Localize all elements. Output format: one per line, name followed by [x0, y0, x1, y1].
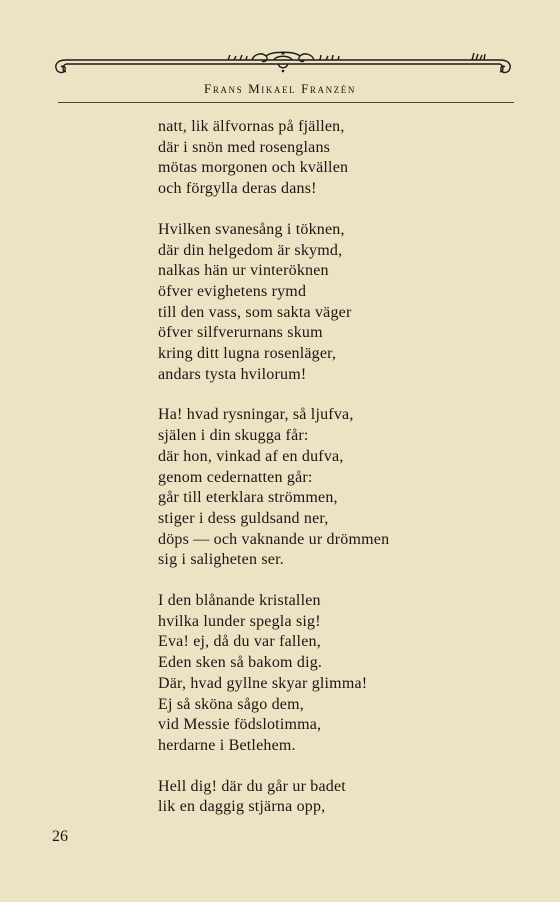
- poem-line: herdarne i Betlehem.: [158, 736, 296, 754]
- poem-line: stiger i dess guldsand ner,: [158, 509, 329, 527]
- poem-line: Ha! hvad rysningar, så ljufva,: [158, 406, 354, 424]
- poem-line: Eden sken så bakom dig.: [158, 654, 323, 672]
- poem-text: [158, 117, 458, 838]
- poem-line: mötas morgonen och kvällen: [158, 159, 349, 177]
- header-rule: [58, 102, 514, 103]
- stanza: [158, 591, 458, 757]
- poem-line: I den blånande kristallen: [158, 592, 321, 610]
- poem-line: där i snön med rosenglans: [158, 138, 331, 156]
- poem-line: Hell dig! där du går ur badet: [158, 777, 346, 795]
- poem-line: nalkas hän ur vinteröknen: [158, 262, 329, 280]
- poem-line: till den vass, som sakta väger: [158, 303, 352, 321]
- stanza: [158, 220, 458, 386]
- poem-line: vid Messie födslotimma,: [158, 716, 322, 734]
- poem-line: lik en daggig stjärna opp,: [158, 798, 326, 816]
- poem-line: där din helgedom är skymd,: [158, 241, 343, 259]
- poem-line: Hvilken svanesång i töknen,: [158, 220, 345, 238]
- stanza: [158, 405, 458, 571]
- poem-line: natt, lik älfvornas på fjällen,: [158, 118, 345, 135]
- poem-line: Ej så sköna sågo dem,: [158, 695, 304, 713]
- poem-line: och förgylla deras dans!: [158, 180, 317, 198]
- poem-line: sig i saligheten ser.: [158, 551, 284, 569]
- poem-line: Eva! ej, då du var fallen,: [158, 633, 321, 651]
- poem-line: går till eterklara strömmen,: [158, 489, 338, 507]
- poem-line: själen i din skugga får:: [158, 427, 309, 445]
- poem-line: Där, hvad gyllne skyar glimma!: [158, 674, 368, 692]
- header-ornament: [52, 50, 514, 84]
- poem-line: där hon, vinkad af en dufva,: [158, 447, 344, 465]
- poem-line: genom cedernatten går:: [158, 468, 313, 486]
- poem-line: hvilka lunder spegla sig!: [158, 612, 321, 630]
- poem-line: andars tysta hvilorum!: [158, 365, 307, 383]
- stanza: [158, 777, 458, 818]
- poem-line: öfver evighetens rymd: [158, 282, 307, 300]
- running-head: Frans Mikael Franzén: [203, 81, 356, 96]
- poem-line: döps — och vaknande ur drömmen: [158, 530, 390, 548]
- stanza: [158, 117, 458, 200]
- poem-line: öfver silfverurnans skum: [158, 324, 323, 342]
- poem-line: kring ditt lugna rosenläger,: [158, 345, 337, 363]
- page-number: 26: [52, 828, 68, 845]
